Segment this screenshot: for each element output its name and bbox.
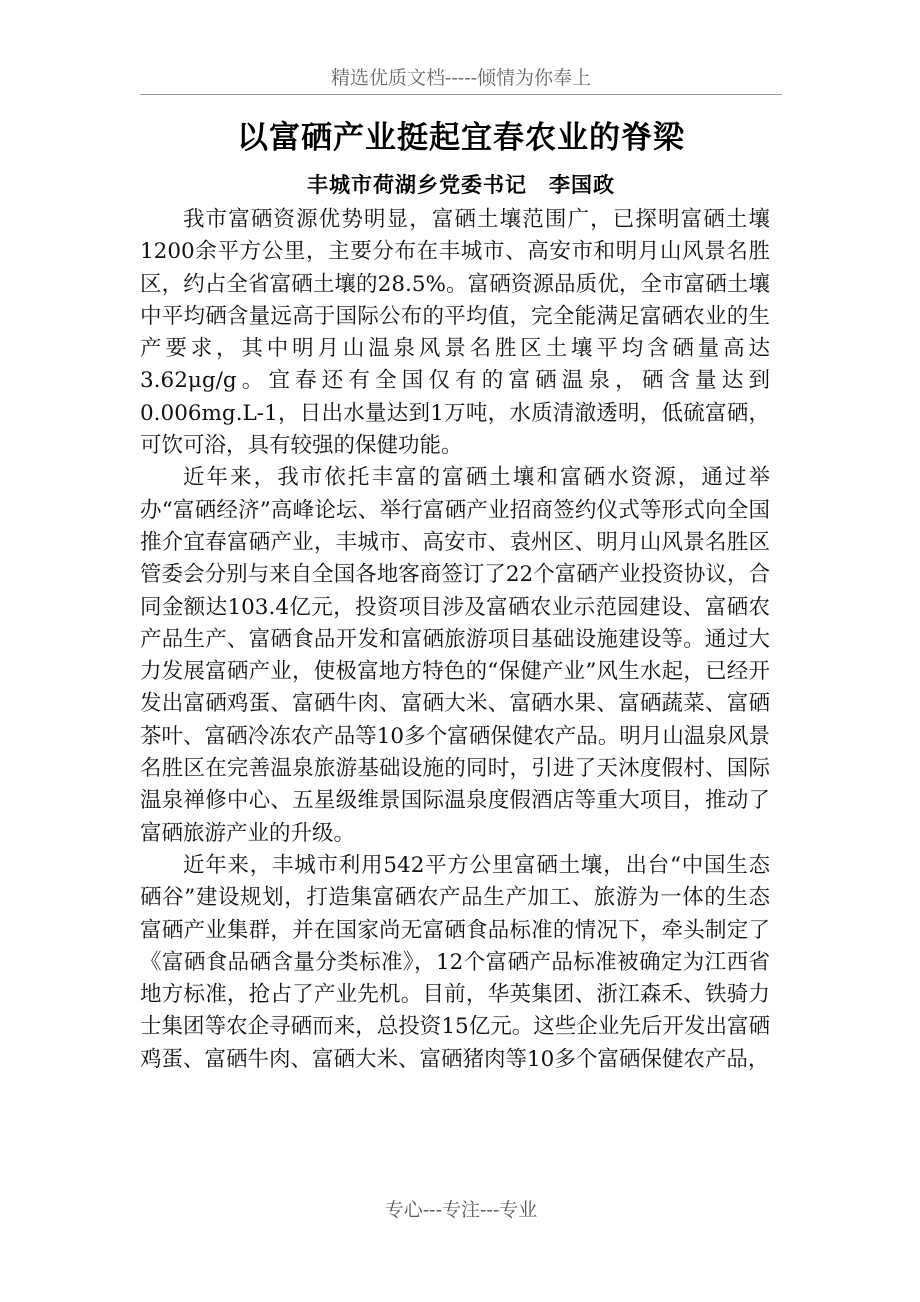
paragraph-2: 近年来，我市依托丰富的富硒土壤和富硒水资源，通过举办“富硒经济”高峰论坛、举行富硒产业招商签约仪式等形式向全国推介宜春富硒产业，丰城市、高安市、袁州区、明月山风景名胜区管委会分别与来自全国各地客商签订了22个富硒产业投资协议，合同金额达103.4亿元，投资项目涉及富硒农业示范园建设、富硒农产品生产、富硒食品开发和富硒旅游项目基础设施建设等。通过大力发展富硒产业，使极富地方特色的“保健产业”风生水起，已经开发出富硒鸡蛋、富硒牛肉、富硒大米、富硒水果、富硒蔬菜、富硒茶叶、富硒冷冻农产品等10多个富硒保健农产品。明月山温泉风景名胜区在完善温泉旅游基础设施的同时，引进了天沐度假村、国际温泉禅修中心、五星级维景国际温泉度假酒店等重大项目，推动了富硒旅游产业的升级。 — [140, 465, 770, 846]
page-header: 精选优质文档-----倾情为你奉上 — [330, 67, 592, 89]
author-line: 丰城市荷湖乡党委书记 李国政 — [307, 173, 615, 197]
page-footer: 专心---专注---专业 — [384, 1199, 538, 1221]
paragraph-1: 我市富硒资源优势明显，富硒土壤范围广，已探明富硒土壤1200余平方公里，主要分布在丰城市、高安市和明月山风景名胜区，约占全省富硒土壤的28.5%。富硒资源品质优，全市富硒土壤中平均硒含量远高于国际公布的平均值，完全能满足富硒农业的生产要求，其中明月山温泉风景名胜区土壤平均含硒量高达3.62μg/g。宜春还有全国仅有的富硒温泉，硒含量达到0.006mg.L-1，日出水量达到1万吨，水质清澈透明，低硫富硒，可饮可浴，具有较强的保健功能。 — [140, 207, 770, 459]
document-title: 以富硒产业挺起宜春农业的脊梁 — [237, 120, 685, 156]
article-body — [140, 204, 770, 1076]
paragraph-3: 近年来，丰城市利用542平方公里富硒土壤，出台“中国生态硒谷”建设规划，打造集富硒农产品生产加工、旅游为一体的生态富硒产业集群，并在国家尚无富硒食品标准的情况下，牵头制定了《富硒食品硒含量分类标准》，12个富硒产品标准被确定为江西省地方标准，抢占了产业先机。目前，华英集团、浙江森禾、铁骑力士集团等农企寻硒而来，总投资15亿元。这些企业先后开发出富硒鸡蛋、富硒牛肉、富硒大米、富硒猪肉等10多个富硒保健农产品， — [140, 852, 770, 1072]
header-divider — [140, 94, 782, 95]
